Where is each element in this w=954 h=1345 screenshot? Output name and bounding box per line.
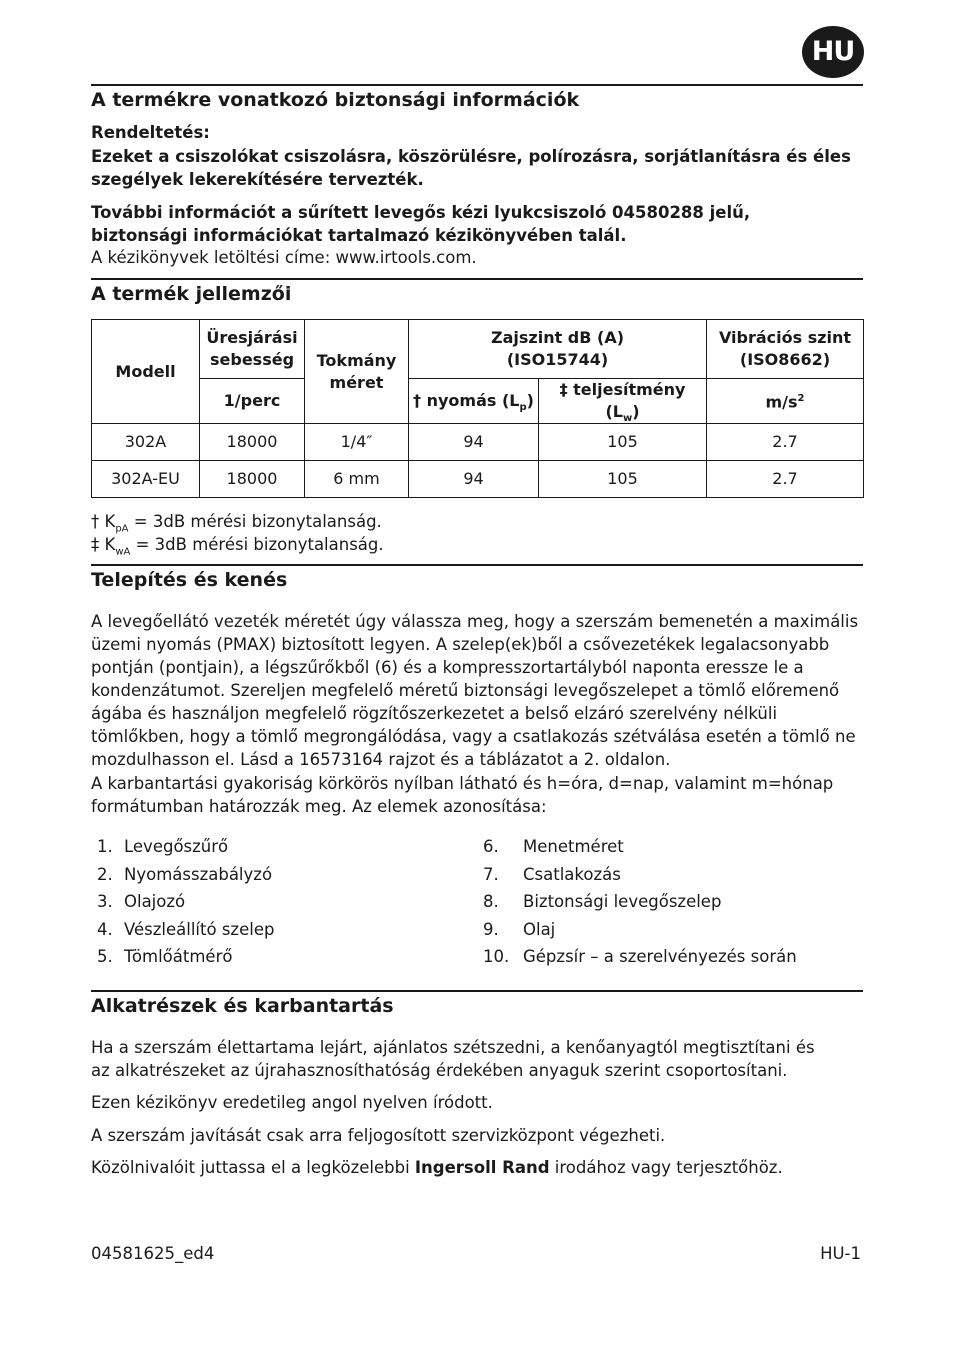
list-item-label: Nyomásszabályzó xyxy=(124,864,273,884)
list-item-label: Menetméret xyxy=(523,837,624,856)
list-item xyxy=(483,861,797,889)
header-noise xyxy=(409,320,707,379)
list-item xyxy=(97,833,274,861)
header-chuck: Tokmány méret xyxy=(305,320,409,424)
item-list-right xyxy=(483,833,797,971)
brand-name: Ingersoll Rand xyxy=(414,1158,550,1177)
note-sub: pA xyxy=(115,523,129,535)
header-idle-speed: Üresjárási sebesség xyxy=(200,320,305,379)
divider xyxy=(91,564,863,566)
cell-vibration: 2.7 xyxy=(707,424,864,461)
purpose-text: Ezeket a csiszolókat csiszolásra, köszörülésre, polírozásra, sorjátlanításra és éles szegélyek lekerekítésére tervezték. xyxy=(91,147,851,189)
divider xyxy=(91,84,863,86)
divider xyxy=(91,278,863,280)
cell-chuck: 6 mm xyxy=(305,461,409,498)
list-item xyxy=(97,916,274,944)
header-power-sub: w xyxy=(622,413,633,425)
list-item xyxy=(97,888,274,916)
header-pressure-label: † nyomás (L xyxy=(413,391,520,410)
list-item-number: 3. xyxy=(97,892,113,911)
divider xyxy=(91,990,863,992)
cell-speed: 18000 xyxy=(200,424,305,461)
table-notes xyxy=(91,510,384,556)
header-pressure-close: ) xyxy=(526,391,534,410)
note-item xyxy=(91,510,384,533)
list-item-label: Levegőszűrő xyxy=(124,837,229,856)
note-prefix: † K xyxy=(91,512,116,531)
list-item-label: Gépzsír – a szerelvényezés során xyxy=(523,947,797,966)
list-item-number: 2. xyxy=(97,864,113,884)
section-title-parts: Alkatrészek és karbantartás xyxy=(91,995,394,1017)
install-paragraph: A levegőellátó vezeték méretét úgy válassza meg, hogy a szerszám bemenetén a maximális üzemi nyomás (PMAX) biztosított legyen. A szelep(ek)ből a csővezetékek legalacsonyabb pontján (pontjain), a légszűrőkből (6) és a kompresszortartályból naponta eressze le a kondenzátumot. Szereljen megfelelő méretű biztonsági levegőszelepet a tömlő előremenő ágába és használjon megfelelő rögzítőszerkezetet a belső elzáró szerelvény nélküli tömlőkben, hogy a tömlő megrongálódása, vagy a csatlakozás szétválása esetén a tömlő ne mozdulhasson el. Lásd a 16573164 rajzot és a táblázatot a 2. oldalon. xyxy=(91,612,859,769)
list-item xyxy=(97,861,274,889)
list-item-number: 7. xyxy=(483,864,499,884)
list-item xyxy=(483,833,797,861)
parts-paragraph-contact xyxy=(91,1156,866,1179)
spec-table xyxy=(91,319,864,498)
purpose-label: Rendeltetés: xyxy=(91,123,210,142)
note-text: = 3dB mérési bizonytalanság. xyxy=(128,512,382,531)
download-text: A kézikönyvek letöltési címe: www.irtools.com. xyxy=(91,248,477,267)
list-item-label: Olajozó xyxy=(124,892,186,911)
header-idle-unit: 1/perc xyxy=(200,379,305,424)
list-item-label: Olaj xyxy=(523,919,556,939)
footer-doc-id: 04581625_ed4 xyxy=(91,1244,215,1263)
header-power-label: ‡ teljesítmény (L xyxy=(559,380,686,421)
header-noise-title: Zajszint dB (A) xyxy=(490,328,625,347)
cell-model: 302A xyxy=(92,424,200,461)
section-title-safety: A termékre vonatkozó biztonsági információk xyxy=(91,89,580,111)
header-model: Modell xyxy=(92,320,200,424)
header-pressure-sub: p xyxy=(519,402,527,414)
vibration-unit-sup: 2 xyxy=(797,393,805,405)
cell-pressure: 94 xyxy=(409,424,539,461)
header-power-close: ) xyxy=(632,402,640,421)
list-item-number: 5. xyxy=(97,947,113,966)
list-item xyxy=(97,943,274,971)
parts-paragraph-recycling: Ha a szerszám élettartama lejárt, ajánlatos szétszedni, a kenőanyagtól megtisztítani és az alkatrészeket az újrahasznosíthatóság érdekében anyaguk szerint csoportosítani. xyxy=(91,1038,815,1080)
table-row xyxy=(92,424,864,461)
header-vibration-unit xyxy=(707,379,864,424)
item-list-left xyxy=(97,833,274,971)
table-row xyxy=(92,461,864,498)
parts-paragraph-language: Ezen kézikönyv eredetileg angol nyelven íródott. xyxy=(91,1093,493,1112)
vibration-unit-base: m/s xyxy=(765,392,798,412)
contact-text-pre: Közölnivalóit juttassa el a legközelebbi xyxy=(91,1158,415,1177)
list-item-label: Csatlakozás xyxy=(523,864,621,884)
section-title-install: Telepítés és kenés xyxy=(91,569,288,591)
list-item-number: 4. xyxy=(97,919,113,939)
cell-pressure: 94 xyxy=(409,461,539,498)
cell-speed: 18000 xyxy=(200,461,305,498)
parts-paragraph-service: A szerszám javítását csak arra feljogosított szervizközpont végezheti. xyxy=(91,1126,666,1145)
list-item-number: 9. xyxy=(483,919,499,939)
note-prefix: ‡ K xyxy=(91,535,116,554)
header-vibration-std: (ISO8662) xyxy=(739,350,831,369)
cell-chuck: 1/4″ xyxy=(305,424,409,461)
list-item xyxy=(483,888,797,916)
list-item-number: 8. xyxy=(483,892,499,911)
list-item-label: Biztonsági levegőszelep xyxy=(523,892,722,911)
list-item-label: Vészleállító szelep xyxy=(124,919,275,939)
list-item xyxy=(483,916,797,944)
header-vibration xyxy=(707,320,864,379)
header-power xyxy=(539,379,707,424)
footer-page-number: HU-1 xyxy=(820,1244,861,1263)
more-info-text: További információt a sűrített levegős kézi lyukcsiszoló 04580288 jelű, biztonsági információkat tartalmazó kézikönyvében talál. xyxy=(91,203,751,245)
language-badge: HU xyxy=(802,26,864,78)
header-noise-std: (ISO15744) xyxy=(506,350,609,369)
cell-power: 105 xyxy=(539,424,707,461)
cell-power: 105 xyxy=(539,461,707,498)
note-text: = 3dB mérési bizonytalanság. xyxy=(130,535,384,554)
maintenance-paragraph: A karbantartási gyakoriság körkörös nyílban látható és h=óra, d=nap, valamint m=hónap formátumban határozzák meg. Az elemek azonosítása: xyxy=(91,774,834,816)
cell-vibration: 2.7 xyxy=(707,461,864,498)
header-vibration-title: Vibrációs szint xyxy=(718,328,852,347)
section-title-specs: A termék jellemzői xyxy=(91,283,292,305)
list-item-number: 1. xyxy=(97,837,113,856)
list-item xyxy=(483,943,797,971)
list-item-label: Tömlőátmérő xyxy=(124,947,233,966)
list-item-number: 6. xyxy=(483,837,499,856)
header-pressure xyxy=(409,379,539,424)
note-item xyxy=(91,533,384,556)
list-item-number: 10. xyxy=(483,947,510,966)
contact-text-post: irodához vagy terjesztőhöz. xyxy=(549,1158,783,1177)
note-sub: wA xyxy=(115,546,131,558)
cell-model: 302A-EU xyxy=(92,461,200,498)
